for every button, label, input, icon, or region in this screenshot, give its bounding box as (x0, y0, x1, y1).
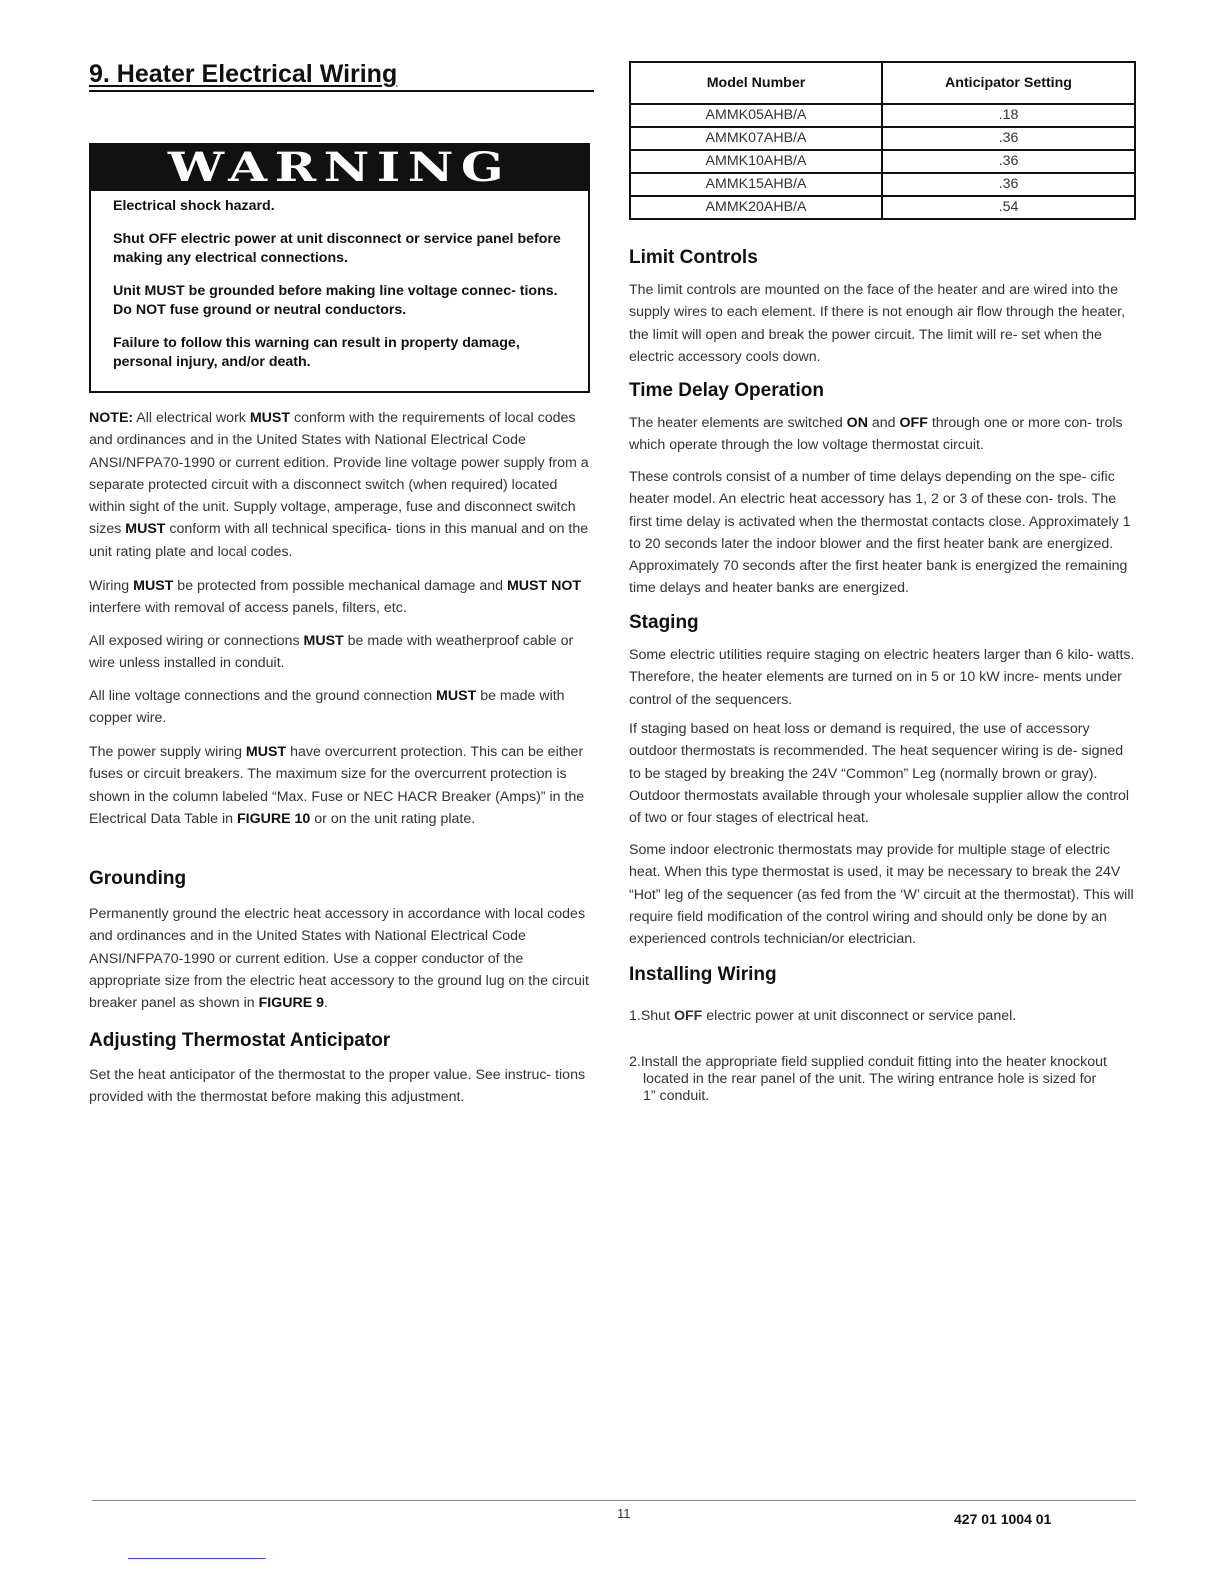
table-row (630, 104, 1135, 127)
line-voltage-paragraph: All line voltage connections and the ground connection MUST be made with copper wire. (89, 688, 565, 727)
table-header: Model Number (630, 62, 882, 104)
table-cell: AMMK20AHB/A (630, 196, 882, 219)
table-cell: AMMK05AHB/A (630, 104, 882, 127)
limit-controls-paragraph: The limit controls are mounted on the face of the heater and are wired into the supply wires to each element. If there is not enough air flow through the heater, the limit will open and break the power circuit. The limit will re- set when the electric accessory cools down. (629, 282, 1126, 365)
staging-heading: Staging (629, 612, 699, 633)
table-row (630, 196, 1135, 219)
time-delay-heading: Time Delay Operation (629, 380, 824, 401)
warning-line: Unit MUST be grounded before making line voltage connec- tions. Do NOT fuse ground or neutral conductors. (113, 283, 558, 318)
installing-wiring-heading: Installing Wiring (629, 964, 777, 985)
warning-line: Failure to follow this warning can result in property damage, personal injury, and/or death. (113, 335, 520, 370)
installing-steps (629, 1008, 1135, 1025)
warning-banner: WARNING (91, 145, 588, 191)
warning-body (91, 191, 588, 372)
anticipator-paragraph: Set the heat anticipator of the thermostat to the proper value. See instruc- tions provided with the thermostat before making this adjustment. (89, 1067, 586, 1106)
wiring-paragraph: Wiring MUST be protected from possible mechanical damage and MUST NOT interfere with removal of access panels, filters, etc. (89, 578, 582, 617)
table-cell: .18 (882, 104, 1135, 127)
list-item: 1.Shut OFF electric power at unit disconnect or service panel. (629, 1008, 1017, 1024)
document-number: 427 01 1004 01 (954, 1511, 1052, 1527)
table-cell: .36 (882, 173, 1135, 196)
limit-controls-heading: Limit Controls (629, 247, 758, 268)
footer-rule (92, 1500, 1136, 1501)
staging-paragraph-3: Some indoor electronic thermostats may provide for multiple stage of electric heat. When this type thermostat is used, it may be necessary to break the 24V “Hot” leg of the sequencer (as fed from the ‘W’ circuit at the thermostat). This will require field modification of the control wiring and should only be done by an experienced controls technician/or electrician. (629, 842, 1134, 948)
footer-link-rule (128, 1558, 266, 1559)
grounding-heading: Grounding (89, 868, 187, 889)
table-row (630, 173, 1135, 196)
note-paragraph: NOTE: All electrical work MUST conform with the requirements of local codes and ordinances and in the United States with National Electrical Code ANSI/NFPA70-1990 or current edition. Provide line voltage power supply from a separate protected circuit with a disconnect switch (when required) located within sight of the unit. Supply voltage, amperage, fuse and disconnect switch sizes MUST conform with all technical specifica- tions in this manual and on the unit rating plate and local codes. (89, 410, 589, 560)
table-header-row (630, 62, 1135, 104)
table-cell: .54 (882, 196, 1135, 219)
table-cell: .36 (882, 150, 1135, 173)
warning-banner-bg (91, 145, 588, 191)
warning-box (89, 143, 590, 393)
table-cell: AMMK07AHB/A (630, 127, 882, 150)
table-header: Anticipator Setting (882, 62, 1135, 104)
staging-paragraph-1: Some electric utilities require staging on electric heaters larger than 6 kilo- watts. Therefore, the heater elements are turned on in 5 or 10 kW incre- ments under control of the sequencers. (629, 647, 1135, 708)
table-row (630, 127, 1135, 150)
table-row (630, 150, 1135, 173)
installing-steps-2 (629, 1054, 1109, 1105)
table-cell: AMMK15AHB/A (630, 173, 882, 196)
list-item: 2.Install the appropriate field supplied conduit fitting into the heater knockout located in the rear panel of the unit. The wiring entrance hole is sized for 1” conduit. (629, 1054, 1107, 1104)
page-number: 11 (617, 1506, 631, 1521)
warning-line: Electrical shock hazard. (113, 198, 275, 214)
time-delay-paragraph-2: These controls consist of a number of time delays depending on the spe- cific heater model. An electric heat accessory has 1, 2 or 3 of these con- trols. The first time delay is activated when the thermostat contacts close. Approximately 1 to 20 seconds later the indoor blower and the first heater bank are energized. Approximately 70 seconds after the first heater bank is energized the remaining time delays and heater banks are energized. (629, 469, 1131, 597)
table-cell: AMMK10AHB/A (630, 150, 882, 173)
anticipator-heading: Adjusting Thermostat Anticipator (89, 1030, 391, 1051)
grounding-paragraph: Permanently ground the electric heat accessory in accordance with local codes and ordinances and in the United States with National Electrical Code ANSI/NFPA70-1990 or current edition. Use a copper conductor of the appropriate size from the electric heat accessory to the ground lug on the circuit breaker panel as shown in FIGURE 9. (89, 906, 589, 1012)
staging-paragraph-2: If staging based on heat loss or demand is required, the use of accessory outdoor thermostats is recommended. The heat sequencer wiring is de- signed to be staged by breaking the 24V “Common” Leg (normally brown or gray). Outdoor thermostats available through your wholesale supplier allow the control of two or four stages of electrical heat. (629, 721, 1129, 827)
power-supply-paragraph: The power supply wiring MUST have overcurrent protection. This can be either fuses or circuit breakers. The maximum size for the overcurrent protection is shown in the column labeled “Max. Fuse or NEC HACR Breaker (Amps)” in the Electrical Data Table in FIGURE 10 or on the unit rating plate. (89, 744, 585, 827)
page-title: 9. Heater Electrical Wiring (89, 58, 594, 92)
table-cell: .36 (882, 127, 1135, 150)
anticipator-table (629, 61, 1136, 220)
exposed-paragraph: All exposed wiring or connections MUST be made with weatherproof cable or wire unless installed in conduit. (89, 633, 574, 672)
time-delay-paragraph: The heater elements are switched ON and OFF through one or more con- trols which operate through the low voltage thermostat circuit. (629, 415, 1123, 454)
warning-line: Shut OFF electric power at unit disconnect or service panel before making any electrical connections. (113, 231, 561, 266)
